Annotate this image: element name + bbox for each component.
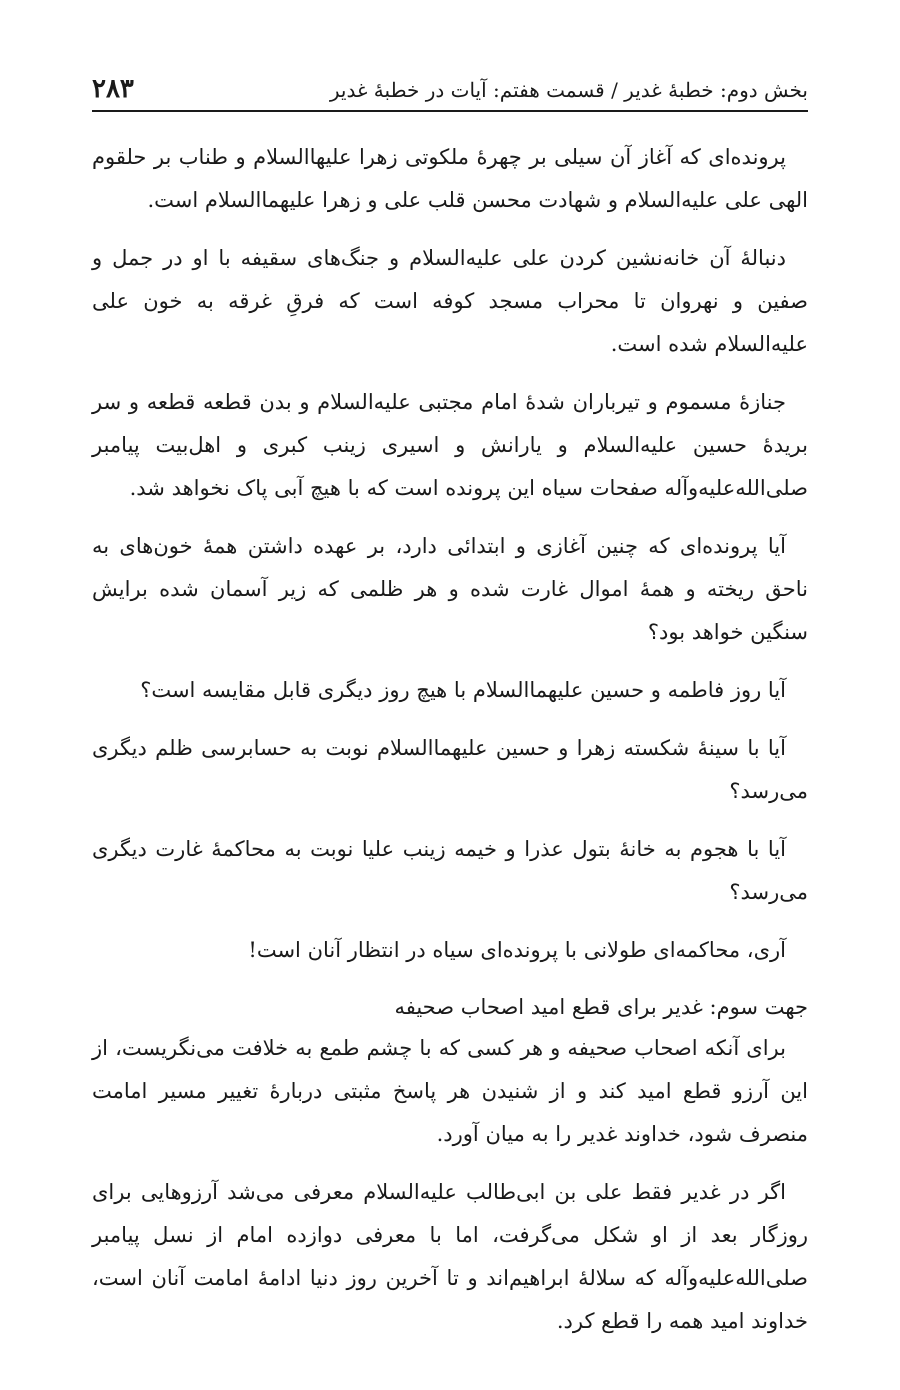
- section-paragraph-2: اگر در غدیر فقط علی بن ابی‌طالب علیه‌السلام معرفی می‌شد آرزوهایی برای روزگار بعد از او شکل می‌گرفت، اما با معرفی دوازده امام از نسل پیامبر صلی‌الله‌علیه‌وآله که سلالهٔ ابراهیم‌اند و تا آخرین روز دنیا ادامهٔ امامت آنان است، خداوند امید همه را قطع کرد.: [92, 1180, 808, 1333]
- paragraph-3: جنازهٔ مسموم و تیرباران شدهٔ امام مجتبی علیه‌السلام و بدن قطعه قطعه و سر بریدهٔ حسین علیه‌السلام و یارانش و اسیری زینب کبری و اهل‌بیت پیامبر صلی‌الله‌علیه‌وآله صفحات سیاه این پرونده است که با هیچ آبی پاک نخواهد شد.: [92, 390, 808, 500]
- paragraph-5: آیا روز فاطمه و حسین علیهماالسلام با هیچ روز دیگری قابل مقایسه است؟: [140, 678, 786, 702]
- paragraph-4: آیا پرونده‌ای که چنین آغازی و ابتدائی دارد، بر عهده داشتن همهٔ خون‌های به ناحق ریخته و همهٔ اموال غارت شده و هر ظلمی که زیر آسمان شده برایش سنگین خواهد بود؟: [92, 534, 808, 644]
- chapter-title: بخش دوم: خطبهٔ غدیر / قسمت هفتم: آیات در خطبهٔ غدیر: [329, 78, 808, 102]
- page-body: [92, 136, 808, 1343]
- running-header: [92, 62, 808, 112]
- book-page: [92, 62, 808, 1358]
- section-paragraph-1: برای آنکه اصحاب صحیفه و هر کسی که با چشم طمع به خلافت می‌نگریست، از این آرزو قطع امید کند و از شنیدن هر پاسخ مثبتی دربارهٔ تغییر مسیر امامت منصرف شود، خداوند غدیر را به میان آورد.: [92, 1036, 808, 1146]
- paragraph-1: پرونده‌ای که آغاز آن سیلی بر چهرهٔ ملکوتی زهرا علیهاالسلام و طناب بر حلقوم الهی علی علیه‌السلام و شهادت محسن قلب علی و زهرا علیهماالسلام است.: [92, 145, 808, 212]
- paragraph-7: آیا با هجوم به خانهٔ بتول عذرا و خیمه زینب علیا نوبت به محاکمهٔ غارت دیگری می‌رسد؟: [92, 837, 808, 904]
- paragraph-2: دنبالهٔ آن خانه‌نشین کردن علی علیه‌السلام و جنگ‌های سقیفه با او در جمل و صفین و نهروان تا محراب مسجد کوفه است که فرقِ غرقه به خون علی علیه‌السلام شده است.: [92, 246, 808, 356]
- paragraph-8: آری، محاکمه‌ای طولانی با پرونده‌ای سیاه در انتظار آنان است!: [248, 938, 786, 962]
- paragraph-6: آیا با سینهٔ شکسته زهرا و حسین علیهماالسلام نوبت به حسابرسی ظلم دیگری می‌رسد؟: [92, 736, 808, 803]
- page-number: ۲۸۳: [92, 74, 134, 104]
- section-heading: جهت سوم: غدیر برای قطع امید اصحاب صحیفه: [394, 995, 808, 1019]
